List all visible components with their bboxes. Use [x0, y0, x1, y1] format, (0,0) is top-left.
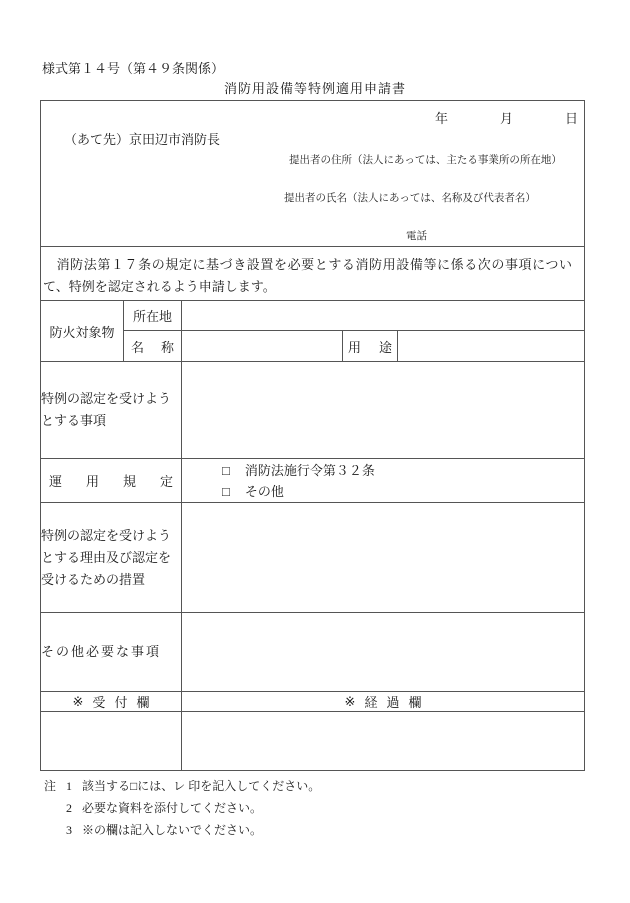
progress-column-header [182, 692, 585, 712]
reason-value-cell [182, 503, 585, 613]
application-statement: 消防法第１７条の規定に基づき設置を必要とする消防用設備等に係る次の事項について、特例を認定されるよう申請します。 [43, 256, 573, 294]
document-title: 消防用設備等特例適用申請書 [223, 81, 406, 96]
reception-char: 欄 [136, 695, 150, 710]
use-label-char: 途 [378, 339, 392, 355]
location-value-cell [182, 301, 585, 331]
name-label-char: 名 [131, 339, 145, 355]
reception-mark: ※ [72, 693, 84, 709]
exception-items-value-cell [182, 362, 585, 459]
use-value-cell [398, 331, 585, 362]
note-lead: 注 [44, 779, 57, 793]
reception-column-header [41, 692, 182, 712]
regulation-options-cell [182, 459, 585, 503]
progress-char: 過 [386, 695, 400, 710]
use-label-cell [343, 331, 398, 362]
regulation-option-other [222, 481, 584, 502]
checkbox-article32-icon[interactable]: □ [222, 462, 230, 478]
location-label-cell: 所在地 [124, 301, 182, 331]
submitter-name-label: 提出者の氏名（法人にあっては、名称及び代表者名） [284, 193, 536, 204]
submitter-address-label: 提出者の住所（法人にあっては、主たる事業所の所在地） [289, 155, 562, 166]
reception-char: 付 [114, 695, 128, 710]
note-lead [44, 819, 66, 841]
date-line [435, 108, 578, 127]
reason-label-cell: 特例の認定を受けようとする理由及び認定を受けるための措置 [41, 503, 182, 613]
checkbox-other-icon[interactable]: □ [222, 483, 230, 499]
regulation-label-char: 運 [49, 474, 63, 489]
footnotes [44, 775, 320, 841]
regulation-option-article32-label: 消防法施行令第３２条 [244, 462, 375, 478]
note-text: 該当する□には、レ 印を記入してください。 [82, 779, 321, 793]
date-day-label: 日 [565, 111, 579, 126]
name-label-char: 称 [160, 339, 174, 355]
exception-items-label-cell: 特例の認定を受けようとする事項 [41, 362, 182, 459]
other-items-value-cell [182, 613, 585, 692]
form-number: 様式第１４号（第４９条関係） [42, 61, 225, 76]
regulation-label-char: 規 [122, 474, 136, 489]
application-statement-cell [41, 247, 585, 301]
regulation-label-char: 定 [159, 474, 173, 489]
date-month-label: 月 [500, 111, 514, 126]
reception-char: 受 [92, 695, 106, 710]
progress-char: 欄 [408, 695, 422, 710]
reception-value-cell [41, 712, 182, 771]
use-label-char: 用 [348, 339, 362, 355]
regulation-option-article32 [222, 460, 584, 481]
name-label-cell [124, 331, 182, 362]
note-text: ※の欄は記入しないでください。 [82, 823, 263, 837]
other-items-label-cell: その他必要な事項 [41, 613, 182, 692]
note-number: 2 [66, 801, 72, 815]
note-line-1 [44, 775, 320, 797]
note-number: 3 [66, 823, 72, 837]
regulation-label-char: 用 [85, 474, 99, 489]
addressee: （あて先）京田辺市消防長 [64, 132, 221, 147]
name-value-cell [182, 331, 343, 362]
progress-mark: ※ [344, 693, 356, 709]
regulation-option-other-label: その他 [244, 483, 284, 499]
note-lead [44, 797, 66, 819]
note-line-3 [44, 819, 320, 841]
form-header-cell [41, 101, 585, 247]
progress-char: 経 [364, 695, 378, 710]
note-number: 1 [66, 779, 72, 793]
fire-object-label-cell: 防火対象物 [41, 301, 124, 362]
regulation-label-cell [41, 459, 182, 503]
phone-label: 電話 [406, 231, 427, 242]
note-text: 必要な資料を添付してください。 [82, 801, 263, 815]
note-line-2 [44, 797, 320, 819]
progress-value-cell [182, 712, 585, 771]
application-table [40, 100, 585, 771]
date-year-label: 年 [435, 111, 449, 126]
